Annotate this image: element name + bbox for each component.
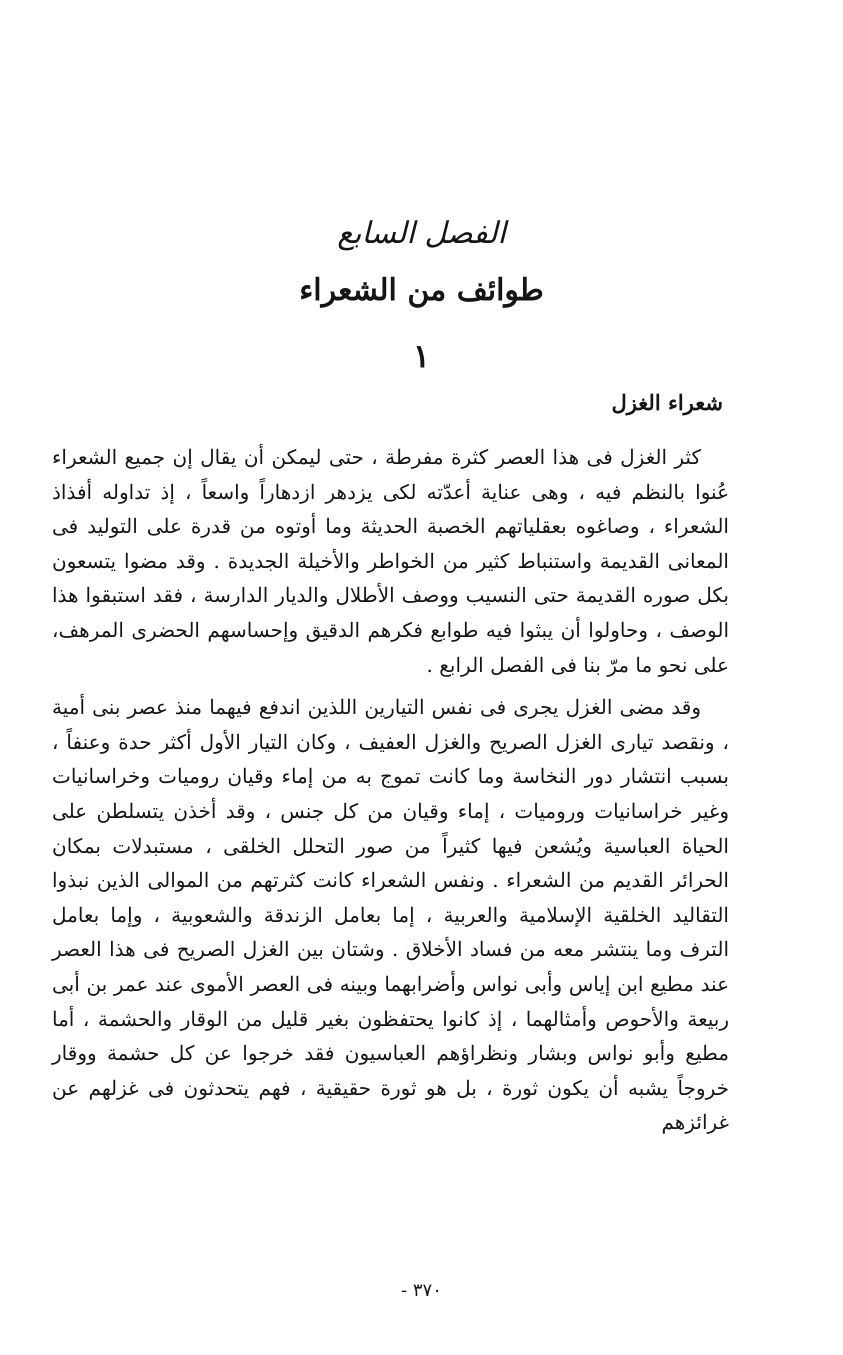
paragraph-1: كثر الغزل فى هذا العصر كثرة مفرطة ، حتى ليمكن أن يقال إن جميع الشعراء عُنوا بالنظم فيه ، وهى عناية أعدّته لكى يزدهر ازدهاراً واسعاً ، إذ تداوله أفذاذ الشعراء ، وصاغوه بعقلياتهم الخصبة الحديثة وما أوتوه من قدرة على التوليد فى المعانى القديمة واستنباط كثير من الخواطر والأخيلة الجديدة . وقد مضوا يتسعون بكل صوره القديمة حتى النسيب ووصف الأطلال والديار الدارسة ، فقد استبقوا هذا الوصف ، وحاولوا أن يبثوا فيه طوابع فكرهم الدقيق وإحساسهم الحضرى المرهف، على نحو ما مرّ بنا فى الفصل الرابع . <box>52 445 729 677</box>
section-heading: شعراء الغزل <box>611 390 723 415</box>
body-text <box>52 440 729 1148</box>
paragraph-2: وقد مضى الغزل يجرى فى نفس التيارين اللذين اندفع فيهما منذ عصر بنى أمية ، ونقصد تيارى الغزل الصريح والغزل العفيف ، وكان التيار الأول أكثر حدة وعنفاً ، بسبب انتشار دور النخاسة وما كانت تموج به من إماء وقيان روميات وخراسانيات وغير خراسانيات وروميات ، إماء وقيان من كل جنس ، وقد أخذن يتسلطن على الحياة العباسية ويُشعن فيها كثيراً من صور التحلل الخلقى ، مستبدلات بمكان الحرائر القديم من الشعراء . ونفس الشعراء كانت كثرتهم من الموالى الذين نبذوا التقاليد الخلقية الإسلامية والعربية ، إما بعامل الزندقة والشعوبية ، وإما بعامل الترف وما ينتشر معه من فساد الأخلاق . وشتان بين الغزل الصريح فى هذا العصر عند مطيع ابن إياس وأبى نواس وأضرابهما وبينه فى العصر الأموى عند عمر بن أبى ربيعة والأحوص وأمثالهما ، إذ كانوا يحتفظون بغير قليل من الوقار والحشمة ، أما مطيع وأبو نواس وبشار ونظراؤهم العباسيون فقد خرجوا عن كل حشمة ووقار خروجاً يشبه أن يكون ثورة ، بل هو ثورة حقيقية ، فهم يتحدثون فى غزلهم عن غرائزهم <box>52 695 730 1135</box>
page-number: ٣٧٠ - <box>401 1280 442 1301</box>
section-number: ١ <box>412 337 431 375</box>
chapter-title: طوائف من الشعراء <box>299 273 544 308</box>
chapter-label: الفصل السابع <box>337 216 506 251</box>
